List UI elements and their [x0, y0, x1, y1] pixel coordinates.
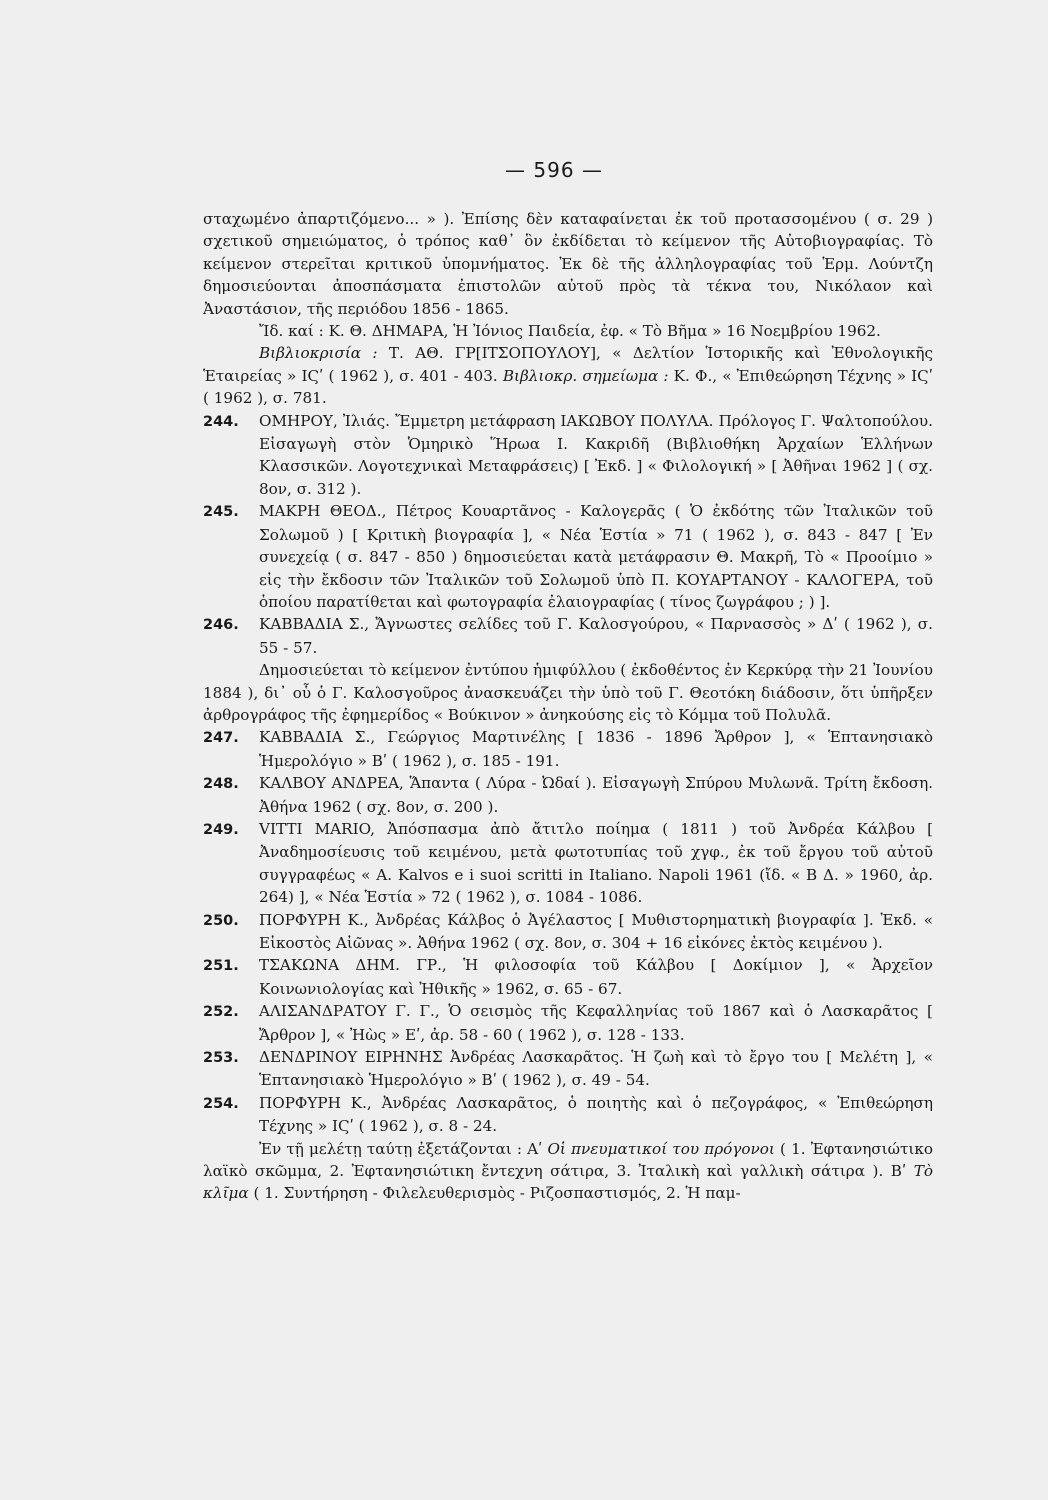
entry-248 — [203, 772, 933, 818]
final-text-a: Ἐν τῇ μελέτῃ ταύτῃ ἐξετάζονται : Αʹ — [259, 1139, 548, 1158]
entry-number: 248. — [203, 776, 239, 793]
bibliocrisia-text: Τ. ΑΘ. ΓΡ[ΙΤΣΟΠΟΥΛΟΥ], « Δελτίον Ἱστορικῆς καὶ Ἐθνολογικῆς Ἑταιρείας » ΙϚʹ ( 1962 ), σ. 401 - 403. — [203, 344, 933, 385]
entry-247 — [203, 726, 933, 772]
final-italic-a: Οἱ πνευματικοί του πρόγονοι — [547, 1139, 775, 1158]
entry-number: 253. — [203, 1050, 239, 1067]
final-text-b: ( 1. Ἐφτανησιώτικο λαϊκὸ σκῶμμα, 2. Ἐφτανησιώτικη ἔντεχνη σάτιρα, 3. Ἰταλικὴ καὶ γαλλικὴ σάτιρα ). Βʹ — [203, 1139, 933, 1181]
entry-245 — [203, 500, 933, 613]
entry-number: 254. — [203, 1095, 239, 1112]
page-body — [203, 208, 933, 1205]
final-text-c: ( 1. Συντήρηση - Φιλελευθερισμὸς - Ριζοσπαστισμός, 2. Ἡ παμ- — [248, 1184, 741, 1203]
entry-text: ΚΑΒΒΑΔΙΑ Σ., Ἄγνωστες σελίδες τοῦ Γ. Καλοσγούρου, « Παρνασσὸς » Δʹ ( 1962 ), σ. 55 - 57. — [259, 615, 933, 657]
entry-number: 249. — [203, 821, 239, 838]
entry-number: 251. — [203, 958, 239, 975]
entry-number: 250. — [203, 912, 239, 929]
entry-text: ΚΑΛΒΟΥ ΑΝΔΡΕΑ, Ἅπαντα ( Λύρα - Ὠδαί ). Εἰσαγωγὴ Σπύρου Μυλωνᾶ. Τρίτη ἔκδοση. Ἀθήνα 1962 ( σχ. 8ον, σ. 200 ). — [259, 774, 933, 816]
entry-252 — [203, 1000, 933, 1046]
final-italic-b: Τὸ κλῖμα — [203, 1162, 933, 1203]
paragraph: Ἴδ. καί : Κ. Θ. ΔΗΜΑΡΑ, Ἡ Ἰόνιος Παιδεία, ἐφ. « Τὸ Βῆμα » 16 Νοεμβρίου 1962. — [259, 322, 881, 341]
bibliocrisia-note — [203, 342, 933, 409]
entry-246 — [203, 613, 933, 659]
entry-number: 245. — [203, 504, 239, 521]
entry-244 — [203, 410, 933, 501]
entry-text: ΑΛΙΣΑΝΔΡΑΤΟΥ Γ. Γ., Ὁ σεισμὸς τῆς Κεφαλληνίας τοῦ 1867 καὶ ὁ Λασκαρᾶτος [ Ἄρθρον ], « Ἠὼς » Εʹ, ἀρ. 58 - 60 ( 1962 ), σ. 128 - 133. — [259, 1002, 933, 1044]
entry-254 — [203, 1092, 933, 1138]
entry-text: ΚΑΒΒΑΔΙΑ Σ., Γεώργιος Μαρτινέλης [ 1836 - 1896 Ἄρθρον ], « Ἑπτανησιακὸ Ἡμερολόγιο » Βʹ ( 1962 ), σ. 185 - 191. — [259, 728, 933, 770]
entry-number: 247. — [203, 730, 239, 747]
paragraph: Δημοσιεύεται τὸ κείμενον ἐντύπου ἡμιφύλλου ( ἐκδοθέντος ἐν Κερκύρᾳ τὴν 21 Ἰουνίου 1884 ), δι᾽ οὗ ὁ Γ. Καλοσγοῦρος ἀνασκευάζει τὴν ὑπὸ τοῦ Γ. Θεοτόκη διάδοσιν, ὅτι ὑπῆρξεν ἀρθρογράφος τῆς ἐφημερίδος « Βούκινον » ἀνηκούσης εἰς τὸ Κόμμα τοῦ Πολυλᾶ. — [203, 661, 933, 724]
entry-253 — [203, 1046, 933, 1092]
bibliocrisia-label-2: Βιβλιοκρ. σημείωμα : — [502, 366, 669, 385]
entry-text: ΟΜΗΡΟΥ, Ἰλιάς. Ἔμμετρη μετάφραση ΙΑΚΩΒΟΥ ΠΟΛΥΛΑ. Πρόλογος Γ. Ψαλτοπούλου. Εἰσαγωγὴ στὸν Ὁμηρικὸ Ἥρωα Ι. Κακριδῆ (Βιβλιοθήκη Ἀρχαίων Ἑλλήνων Κλασσικῶν. Λογοτεχνικαὶ Μεταφράσεις) [ Ἐκδ. ] « Φιλολογική » [ Ἀθῆναι 1962 ] ( σχ. 8ον, σ. 312 ). — [259, 411, 933, 498]
final-paragraph — [203, 1138, 933, 1205]
bibliocrisia-label: Βιβλιοκρισία : — [259, 344, 378, 363]
entry-251 — [203, 954, 933, 1000]
paragraph: σταχωμένο ἀπαρτιζόμενο... » ). Ἐπίσης δὲν καταφαίνεται ἐκ τοῦ προτασσομένου ( σ. 29 ) σχετικοῦ σημειώματος, ὁ τρόπος καθ᾽ ὃν ἐκδίδεται τὸ κείμενον τῆς Αὐτοβιογραφίας. Τὸ κείμενον στερεῖται κριτικοῦ ὑπομνήματος. Ἐκ δὲ τῆς ἀλληλογραφίας τοῦ Ἑρμ. Λούντζη δημοσιεύονται ἀποσπάσματα ἐπιστολῶν αὐτοῦ πρὸς τὰ τέκνα του, Νικόλαον καὶ Ἀναστάσιον, τῆς περιόδου 1856 - 1865. — [203, 210, 933, 318]
entry-text: ΤΣΑΚΩΝΑ ΔΗΜ. ΓΡ., Ἡ φιλοσοφία τοῦ Κάλβου [ Δοκίμιον ], « Ἀρχεῖον Κοινωνιολογίας καὶ Ἠθικῆς » 1962, σ. 65 - 67. — [259, 956, 933, 998]
entry-text: ΠΟΡΦΥΡΗ Κ., Ἀνδρέας Κάλβος ὁ Ἀγέλαστος [ Μυθιστορηματικὴ βιογραφία ]. Ἐκδ. « Εἰκοστὸς Αἰῶνας ». Ἀθήνα 1962 ( σχ. 8ον, σ. 304 + 16 εἰκόνες ἐκτὸς κειμένου ). — [259, 910, 933, 952]
entry-number: 252. — [203, 1004, 239, 1021]
entry-249 — [203, 818, 933, 909]
entry-number: 244. — [203, 413, 239, 430]
entry-text: VITTI MARIO, Ἀπόσπασμα ἀπὸ ἄτιτλο ποίημα ( 1811 ) τοῦ Ἀνδρέα Κάλβου [ Ἀναδημοσίευσις τοῦ κειμένου, μετὰ φωτοτυπίας τοῦ χγφ., ἐκ τοῦ ἔργου τοῦ αὐτοῦ συγγραφέως « A. Kalvos e i suoi scritti in Italiano. Napoli 1961 (ἴδ. « Β Δ. » 1960, ἀρ. 264) ], « Νέα Ἑστία » 72 ( 1962 ), σ. 1084 - 1086. — [259, 819, 933, 907]
bibliocrisia-text-2: Κ. Φ., « Ἐπιθεώρηση Τέχνης » ΙϚʹ ( 1962 ), σ. 781. — [203, 366, 934, 408]
entry-text: ΠΟΡΦΥΡΗ Κ., Ἀνδρέας Λασκαρᾶτος, ὁ ποιητὴς καὶ ὁ πεζογράφος, « Ἐπιθεώρηση Τέχνης » ΙϚʹ ( 1962 ), σ. 8 - 24. — [259, 1093, 933, 1136]
entry-text: ΜΑΚΡΗ ΘΕΟΔ., Πέτρος Κουαρτᾶνος - Καλογερᾶς ( Ὁ ἐκδότης τῶν Ἰταλικῶν τοῦ Σολωμοῦ ) [ Κριτικὴ βιογραφία ], « Νέα Ἑστία » 71 ( 1962 ), σ. 843 - 847 [ Ἐν συνεχείᾳ ( σ. 847 - 850 ) δημοσιεύεται κατὰ μετάφρασιν Θ. Μακρῆ, Τὸ « Προοίμιο » εἰς τὴν ἔκδοσιν τῶν Ἰταλικῶν τοῦ Σολωμοῦ ὑπὸ Π. ΚΟΥΑΡΤΑΝΟΥ - ΚΑΛΟΓΕΡΑ, τοῦ ὁποίου παρατίθεται καὶ φωτογραφία ἐλαιογραφίας ( τίνος ζωγράφου ; ) ]. — [259, 502, 933, 611]
page-number: — 596 — — [505, 158, 603, 182]
entry-number: 246. — [203, 617, 239, 634]
entry-text: ΔΕΝΔΡΙΝΟΥ ΕΙΡΗΝΗΣ Ἀνδρέας Λασκαρᾶτος. Ἡ ζωὴ καὶ τὸ ἔργο του [ Μελέτη ], « Ἑπτανησιακὸ Ἡμερολόγιο » Βʹ ( 1962 ), σ. 49 - 54. — [259, 1048, 933, 1090]
entry-250 — [203, 909, 933, 955]
